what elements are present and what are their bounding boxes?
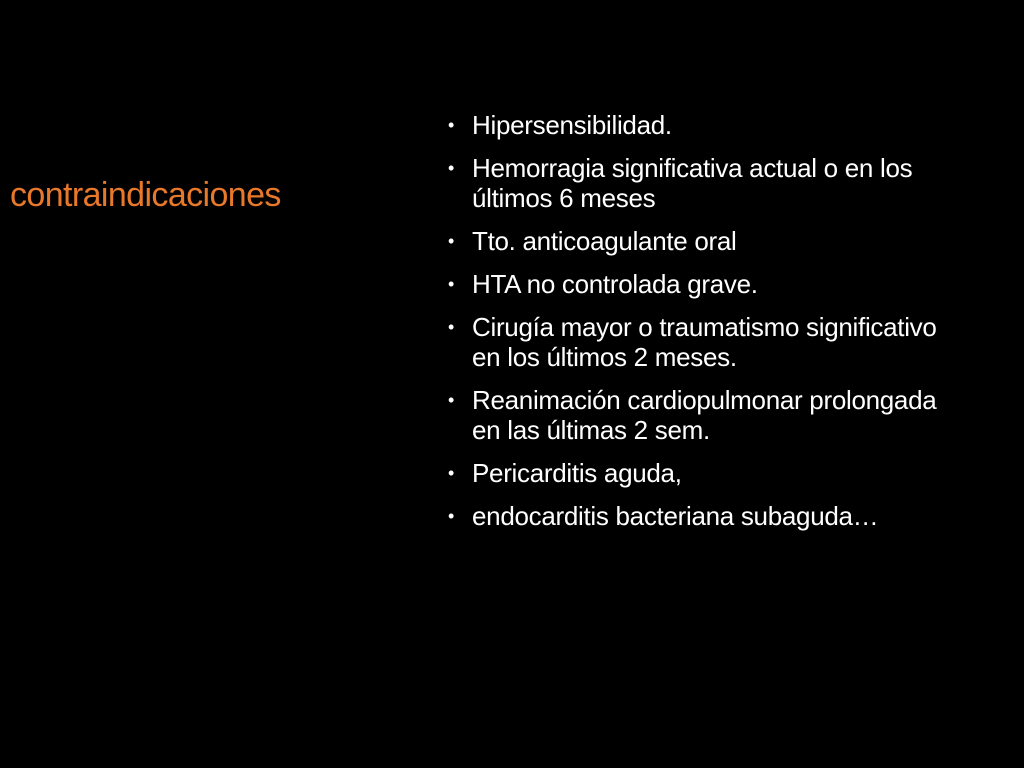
bullet-icon: • xyxy=(447,463,454,483)
list-item-text: Tto. anticoagulante oral xyxy=(472,226,737,256)
list-item xyxy=(444,385,944,445)
list-item-text: Reanimación cardiopulmonar prolongada en las últimas 2 sem. xyxy=(472,385,937,445)
list-item-text: Pericarditis aguda, xyxy=(472,458,682,488)
list-item xyxy=(444,110,944,140)
list-item-text: Hemorragia significativa actual o en los últimos 6 meses xyxy=(472,153,913,213)
list-item-text: Hipersensibilidad. xyxy=(472,110,672,140)
list-item xyxy=(444,501,944,531)
list-item xyxy=(444,312,944,372)
list-item-text: HTA no controlada grave. xyxy=(472,269,758,299)
bullet-icon: • xyxy=(447,158,454,178)
list-item xyxy=(444,153,944,213)
bullet-icon: • xyxy=(447,317,454,337)
slide-title: contraindicaciones xyxy=(10,176,281,214)
list-item xyxy=(444,226,944,256)
bullet-icon: • xyxy=(447,231,454,251)
list-item-text: Cirugía mayor o traumatismo significativo en los últimos 2 meses. xyxy=(472,312,937,372)
list-item xyxy=(444,269,944,299)
bullet-icon: • xyxy=(447,274,454,294)
bullet-icon: • xyxy=(447,390,454,410)
list-item xyxy=(444,458,944,488)
bullet-icon: • xyxy=(447,115,454,135)
list-item-text: endocarditis bacteriana subaguda… xyxy=(472,501,879,531)
bullet-icon: • xyxy=(447,506,454,526)
bullet-list xyxy=(444,110,944,544)
